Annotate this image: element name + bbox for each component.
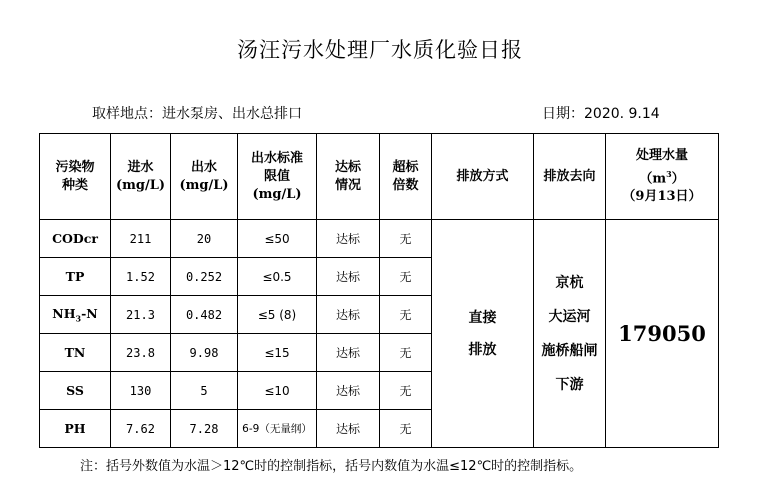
compliance-status: 达标 bbox=[317, 220, 380, 258]
influent-value: 1.52 bbox=[111, 258, 171, 296]
water-quality-table bbox=[39, 133, 719, 448]
header-influent: 进水 (mg/L) bbox=[111, 134, 171, 220]
effluent-value: 7.28 bbox=[171, 410, 238, 448]
pollutant-name: PH bbox=[40, 410, 111, 448]
limit-value: ≤0.5 bbox=[238, 258, 317, 296]
compliance-status: 达标 bbox=[317, 296, 380, 334]
influent-value: 7.62 bbox=[111, 410, 171, 448]
sampling-location: 取样地点：进水泵房、出水总排口 bbox=[92, 106, 302, 122]
exceed-multiple: 无 bbox=[380, 258, 432, 296]
compliance-status: 达标 bbox=[317, 372, 380, 410]
pollutant-name: TN bbox=[40, 334, 111, 372]
discharge-method-cell: 直接 排放 bbox=[432, 220, 534, 448]
discharge-destination-cell: 京杭 大运河 施桥船闸 下游 bbox=[534, 220, 606, 448]
effluent-value: 20 bbox=[171, 220, 238, 258]
compliance-status: 达标 bbox=[317, 410, 380, 448]
limit-value: ≤5 (8) bbox=[238, 296, 317, 334]
limit-value: ≤10 bbox=[238, 372, 317, 410]
pollutant-name: TP bbox=[40, 258, 111, 296]
compliance-status: 达标 bbox=[317, 258, 380, 296]
limit-value: 6-9（无量纲） bbox=[238, 410, 317, 448]
header-effluent: 出水 (mg/L) bbox=[171, 134, 238, 220]
influent-value: 23.8 bbox=[111, 334, 171, 372]
header-discharge-method: 排放方式 bbox=[432, 134, 534, 220]
pollutant-name: SS bbox=[40, 372, 111, 410]
effluent-value: 0.482 bbox=[171, 296, 238, 334]
influent-value: 130 bbox=[111, 372, 171, 410]
exceed-multiple: 无 bbox=[380, 296, 432, 334]
header-exceed: 超标 倍数 bbox=[380, 134, 432, 220]
effluent-value: 9.98 bbox=[171, 334, 238, 372]
report-title: 汤汪污水处理厂水质化验日报 bbox=[237, 38, 523, 62]
header-limit: 出水标准 限值 (mg/L) bbox=[238, 134, 317, 220]
pollutant-name: CODcr bbox=[40, 220, 111, 258]
exceed-multiple: 无 bbox=[380, 220, 432, 258]
pollutant-name: $NH_3-N$ bbox=[40, 296, 111, 334]
treated-volume-value: 179050 bbox=[606, 220, 719, 448]
exceed-multiple: 无 bbox=[380, 334, 432, 372]
report-date: 日期：2020. 9.14 bbox=[542, 106, 660, 122]
compliance-status: 达标 bbox=[317, 334, 380, 372]
header-row bbox=[40, 134, 719, 220]
header-compliance: 达标 情况 bbox=[317, 134, 380, 220]
limit-value: ≤50 bbox=[238, 220, 317, 258]
footnote: 注：括号外数值为水温＞12℃时的控制指标，括号内数值为水温≤12℃时的控制指标。 bbox=[80, 459, 583, 474]
header-discharge-destination: 排放去向 bbox=[534, 134, 606, 220]
table-row bbox=[40, 220, 719, 258]
exceed-multiple: 无 bbox=[380, 410, 432, 448]
limit-value: ≤15 bbox=[238, 334, 317, 372]
header-treated-volume: 处理水量 $(m^3)$ （9月13日） bbox=[606, 134, 719, 220]
effluent-value: 0.252 bbox=[171, 258, 238, 296]
influent-value: 211 bbox=[111, 220, 171, 258]
influent-value: 21.3 bbox=[111, 296, 171, 334]
effluent-value: 5 bbox=[171, 372, 238, 410]
exceed-multiple: 无 bbox=[380, 372, 432, 410]
header-pollutant: 污染物 种类 bbox=[40, 134, 111, 220]
